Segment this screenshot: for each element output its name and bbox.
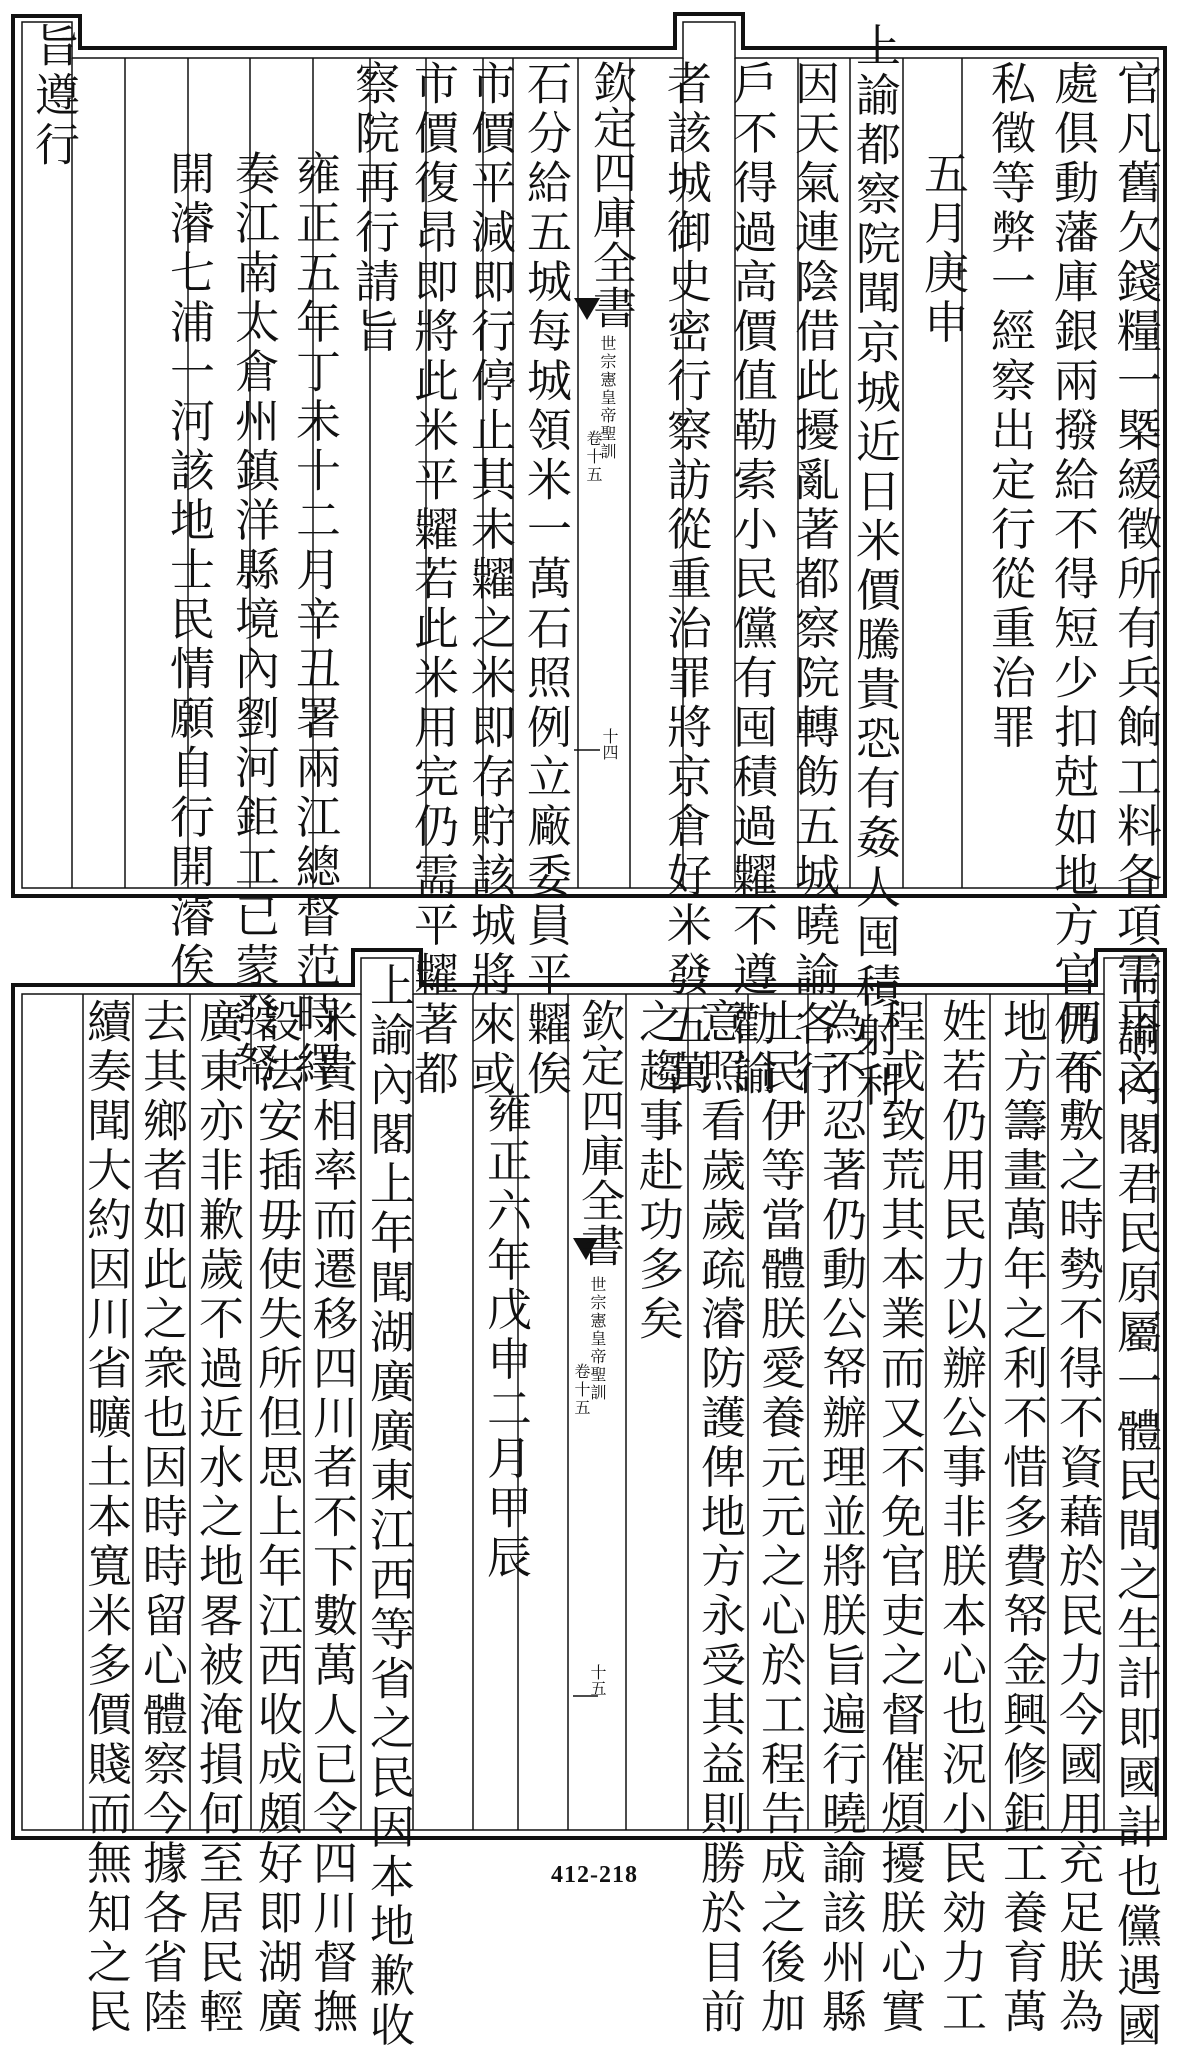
text-column: 私徵等弊一經察出定行從重治罪 bbox=[983, 60, 1036, 753]
text-column: 官凡舊欠錢糧一槩緩徵所有兵餉工料各項需用之 bbox=[1109, 60, 1162, 1100]
text-column: 上諭內閣上年聞湖廣廣東江西等省之民因本地歉收 bbox=[362, 962, 415, 2051]
text-column: 石分給五城每城領米一萬石照例立廠委員平糶俟 bbox=[519, 60, 572, 1100]
text-column: 者該城御史密行察訪從重治罪將京倉好米發五萬 bbox=[659, 60, 712, 1100]
center-title: 欽定四庫全書 bbox=[573, 998, 624, 1268]
text-column: 處俱動藩庫銀兩撥給不得短少扣尅如地方官仍有 bbox=[1046, 60, 1099, 1100]
page-number: 412-218 bbox=[551, 1862, 638, 1888]
text-column: 設法安插毋使失所但思上年江西收成頗好即湖廣 bbox=[250, 998, 303, 2038]
text-column: 戶不得過高價值勒索小民儻有囤積過糶不遵勸諭 bbox=[725, 60, 778, 1100]
text-column: 意照看歲歲疏濬防護俾地方永受其益則勝於目前 bbox=[693, 998, 746, 2038]
center-subtitle: 卷十五 bbox=[572, 1363, 591, 1417]
text-column: 為不忍著仍動公帑辦理並將朕旨遍行曉諭該州縣 bbox=[814, 998, 867, 2038]
text-column: 雍正六年戊申二月甲辰 bbox=[479, 1088, 532, 1583]
text-column: 雍正五年丁未十二月辛丑署兩江總督范時繹 bbox=[288, 150, 341, 1091]
text-column: 上諭都察院聞京城近日米價騰貴恐有姦人囤積射利 bbox=[848, 22, 901, 1111]
text-column: 米貴相率而遷移四川者不下數萬人已令四川督撫 bbox=[305, 998, 358, 2038]
text-column: 察院再行請旨 bbox=[347, 60, 400, 357]
text-column: 市價平減即行停止其未糶之米即存貯該城將來或 bbox=[463, 60, 516, 1100]
center-subtitle: 世宗憲皇帝聖訓 bbox=[598, 335, 617, 461]
center-page-number: 十四 bbox=[600, 728, 619, 760]
text-column: 之趨事赴功多矣 bbox=[631, 998, 684, 1345]
text-column: 續奏聞大約因川省曠土本寬米多價賤而無知之民 bbox=[79, 998, 132, 2038]
center-subtitle: 世宗憲皇帝聖訓 bbox=[588, 1276, 607, 1402]
text-column: 士民伊等當體朕愛養元元之心於工程告成之後加 bbox=[753, 998, 806, 2038]
text-column: 程或致荒其本業而又不免官吏之督催煩擾朕心實 bbox=[873, 998, 926, 2038]
text-column: 地方籌畫萬年之利不惜多費帑金興修鉅工養育萬 bbox=[995, 998, 1048, 2038]
top-page-panel bbox=[8, 8, 1172, 1111]
text-column: 市價復昂即將此米平糶若此米用完仍需平糶著都 bbox=[406, 60, 459, 1100]
text-column: 奏江南太倉州鎮洋縣境內劉河鉅工已蒙發帑 bbox=[227, 150, 280, 1091]
text-column: 五月庚申 bbox=[916, 150, 969, 348]
center-title: 欽定四庫全書 bbox=[585, 60, 636, 330]
center-page-number: 十五 bbox=[588, 1664, 607, 1696]
text-column: 廣東亦非歉歲不過近水之地畧被淹損何至居民輕 bbox=[191, 998, 244, 2038]
center-subtitle: 卷十五 bbox=[584, 430, 603, 484]
text-column: 去其鄉者如此之衆也因時時留心體察今據各省陸 bbox=[135, 998, 188, 2038]
text-column: 上諭內閣君民原屬一體民間之生計即國計也儻遇國 bbox=[1109, 962, 1162, 2051]
text-column: 用不敷之時勢不得不資藉於民力今國用充足朕為 bbox=[1051, 998, 1104, 2038]
text-column: 開濬七浦一河該地士民情願自行開濬俟 bbox=[162, 150, 215, 992]
text-column: 因天氣連陰借此擾亂著都察院轉飭五城曉諭各行 bbox=[787, 60, 840, 1100]
text-column: 旨遵行 bbox=[27, 22, 80, 171]
text-column: 姓若仍用民力以辦公事非朕本心也況小民効力工 bbox=[934, 998, 987, 2038]
